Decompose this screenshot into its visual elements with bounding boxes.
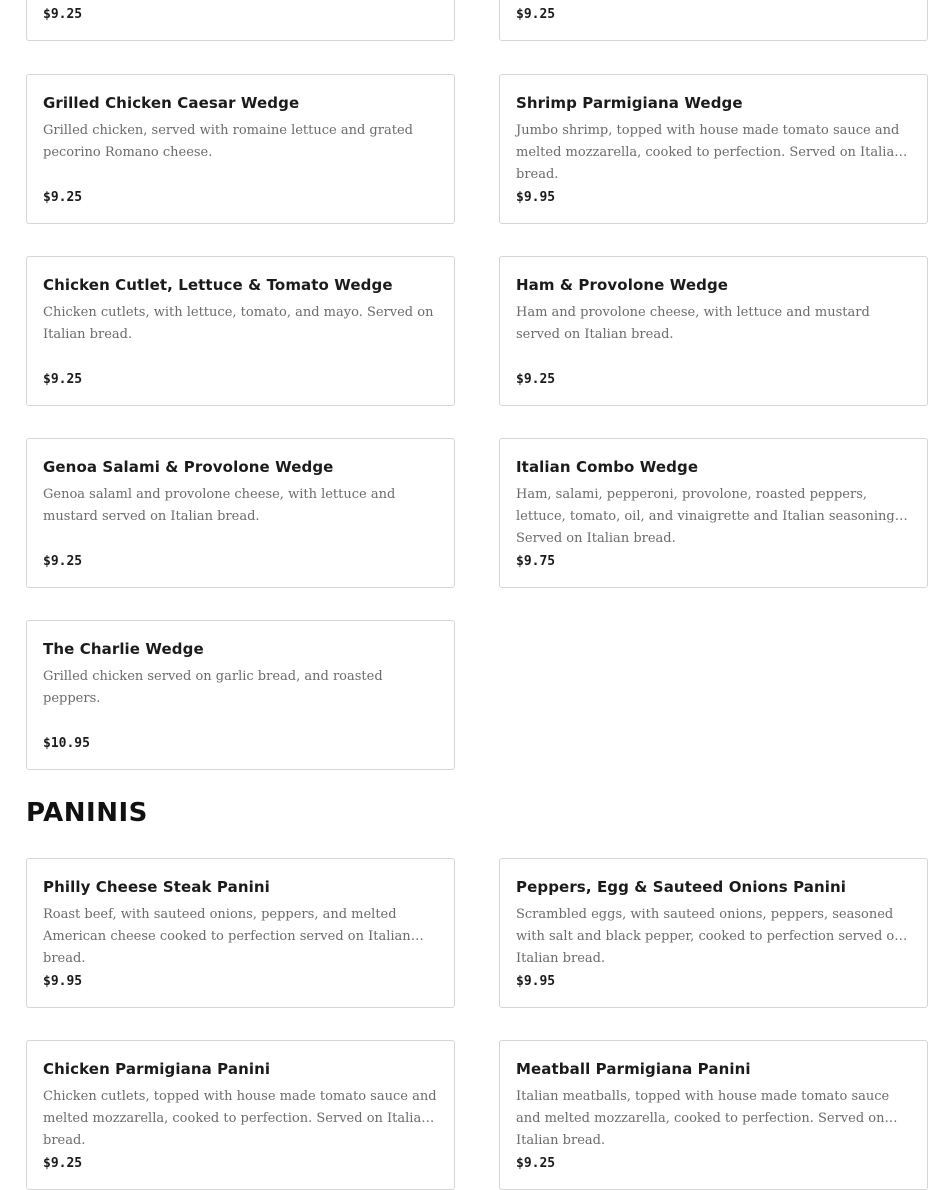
menu-item-card[interactable]: [26, 1040, 455, 1190]
menu-item-card[interactable]: [499, 0, 928, 41]
item-description: Italian meatballs, topped with house made tomato sauce and melted mozzarella, cooked to perfection. Served on Italian bread.: [516, 1089, 890, 1148]
item-name: Philly Cheese Steak Panini: [43, 878, 270, 896]
item-price: $10.95: [43, 736, 90, 751]
item-name: Shrimp Parmigiana Wedge: [516, 94, 743, 112]
menu-item-card[interactable]: [26, 620, 455, 770]
item-name: The Charlie Wedge: [43, 640, 204, 658]
item-price: $9.25: [43, 1156, 83, 1171]
item-description: Chicken cutlets, topped with house made tomato sauce and melted mozzarella, cooked to perfection. Served on Italian bread.: [43, 1089, 437, 1148]
menu-item-card[interactable]: [499, 256, 928, 406]
menu-item-card[interactable]: [26, 858, 455, 1008]
item-name: Chicken Cutlet, Lettuce & Tomato Wedge: [43, 276, 393, 294]
menu-item-card[interactable]: [499, 858, 928, 1008]
item-name: Italian Combo Wedge: [516, 458, 699, 476]
menu-item-card[interactable]: [26, 74, 455, 224]
item-price: $9.25: [516, 372, 556, 387]
menu-item-card[interactable]: [499, 74, 928, 224]
item-description: Grilled chicken served on garlic bread, and roasted peppers.: [43, 669, 383, 706]
item-description: Jumbo shrimp, topped with house made tomato sauce and melted mozzarella, cooked to perfection. Served on Italian bread.: [516, 123, 903, 182]
menu-item-card[interactable]: [26, 438, 455, 588]
item-price: $9.95: [516, 190, 556, 205]
item-price: $9.25: [516, 1156, 556, 1171]
menu-item-card[interactable]: [26, 0, 455, 41]
item-price: $9.75: [516, 554, 556, 569]
item-price: $9.25: [43, 372, 83, 387]
item-price: $9.95: [43, 974, 83, 989]
menu-item-card[interactable]: [499, 1040, 928, 1190]
item-name: Chicken Parmigiana Panini: [43, 1060, 271, 1078]
item-description: Scrambled eggs, with sauteed onions, peppers, seasoned with salt and black pepper, cooked to perfection served on Italian bread.: [516, 907, 903, 966]
item-price: $9.25: [43, 7, 83, 22]
item-name: Grilled Chicken Caesar Wedge: [43, 94, 300, 112]
menu-item-card[interactable]: [499, 438, 928, 588]
item-price: $9.25: [43, 554, 83, 569]
item-name: Meatball Parmigiana Panini: [516, 1060, 751, 1078]
item-description: Chicken cutlets, with lettuce, tomato, and mayo. Served on Italian bread.: [43, 305, 434, 342]
item-description: Ham and provolone cheese, with lettuce and mustard served on Italian bread.: [516, 305, 870, 342]
section-title-paninis: PANINIS: [26, 798, 148, 828]
item-name: Ham & Provolone Wedge: [516, 276, 729, 294]
menu-item-card[interactable]: [26, 256, 455, 406]
item-price: $9.25: [43, 190, 83, 205]
item-name: Genoa Salami & Provolone Wedge: [43, 458, 334, 476]
item-description: Genoa salaml and provolone cheese, with lettuce and mustard served on Italian bread.: [43, 487, 396, 524]
item-description: Ham, salami, pepperoni, provolone, roasted peppers, lettuce, tomato, oil, and vinaigrette and Italian seasonings. Served on Italian bread.: [516, 487, 906, 546]
item-description: Roast beef, with sauteed onions, peppers, and melted American cheese cooked to perfection served on Italian bread.: [43, 907, 411, 966]
item-name: Peppers, Egg & Sauteed Onions Panini: [516, 878, 847, 896]
item-description: Grilled chicken, served with romaine lettuce and grated pecorino Romano cheese.: [43, 123, 413, 160]
item-price: $9.25: [516, 7, 556, 22]
item-price: $9.95: [516, 974, 556, 989]
